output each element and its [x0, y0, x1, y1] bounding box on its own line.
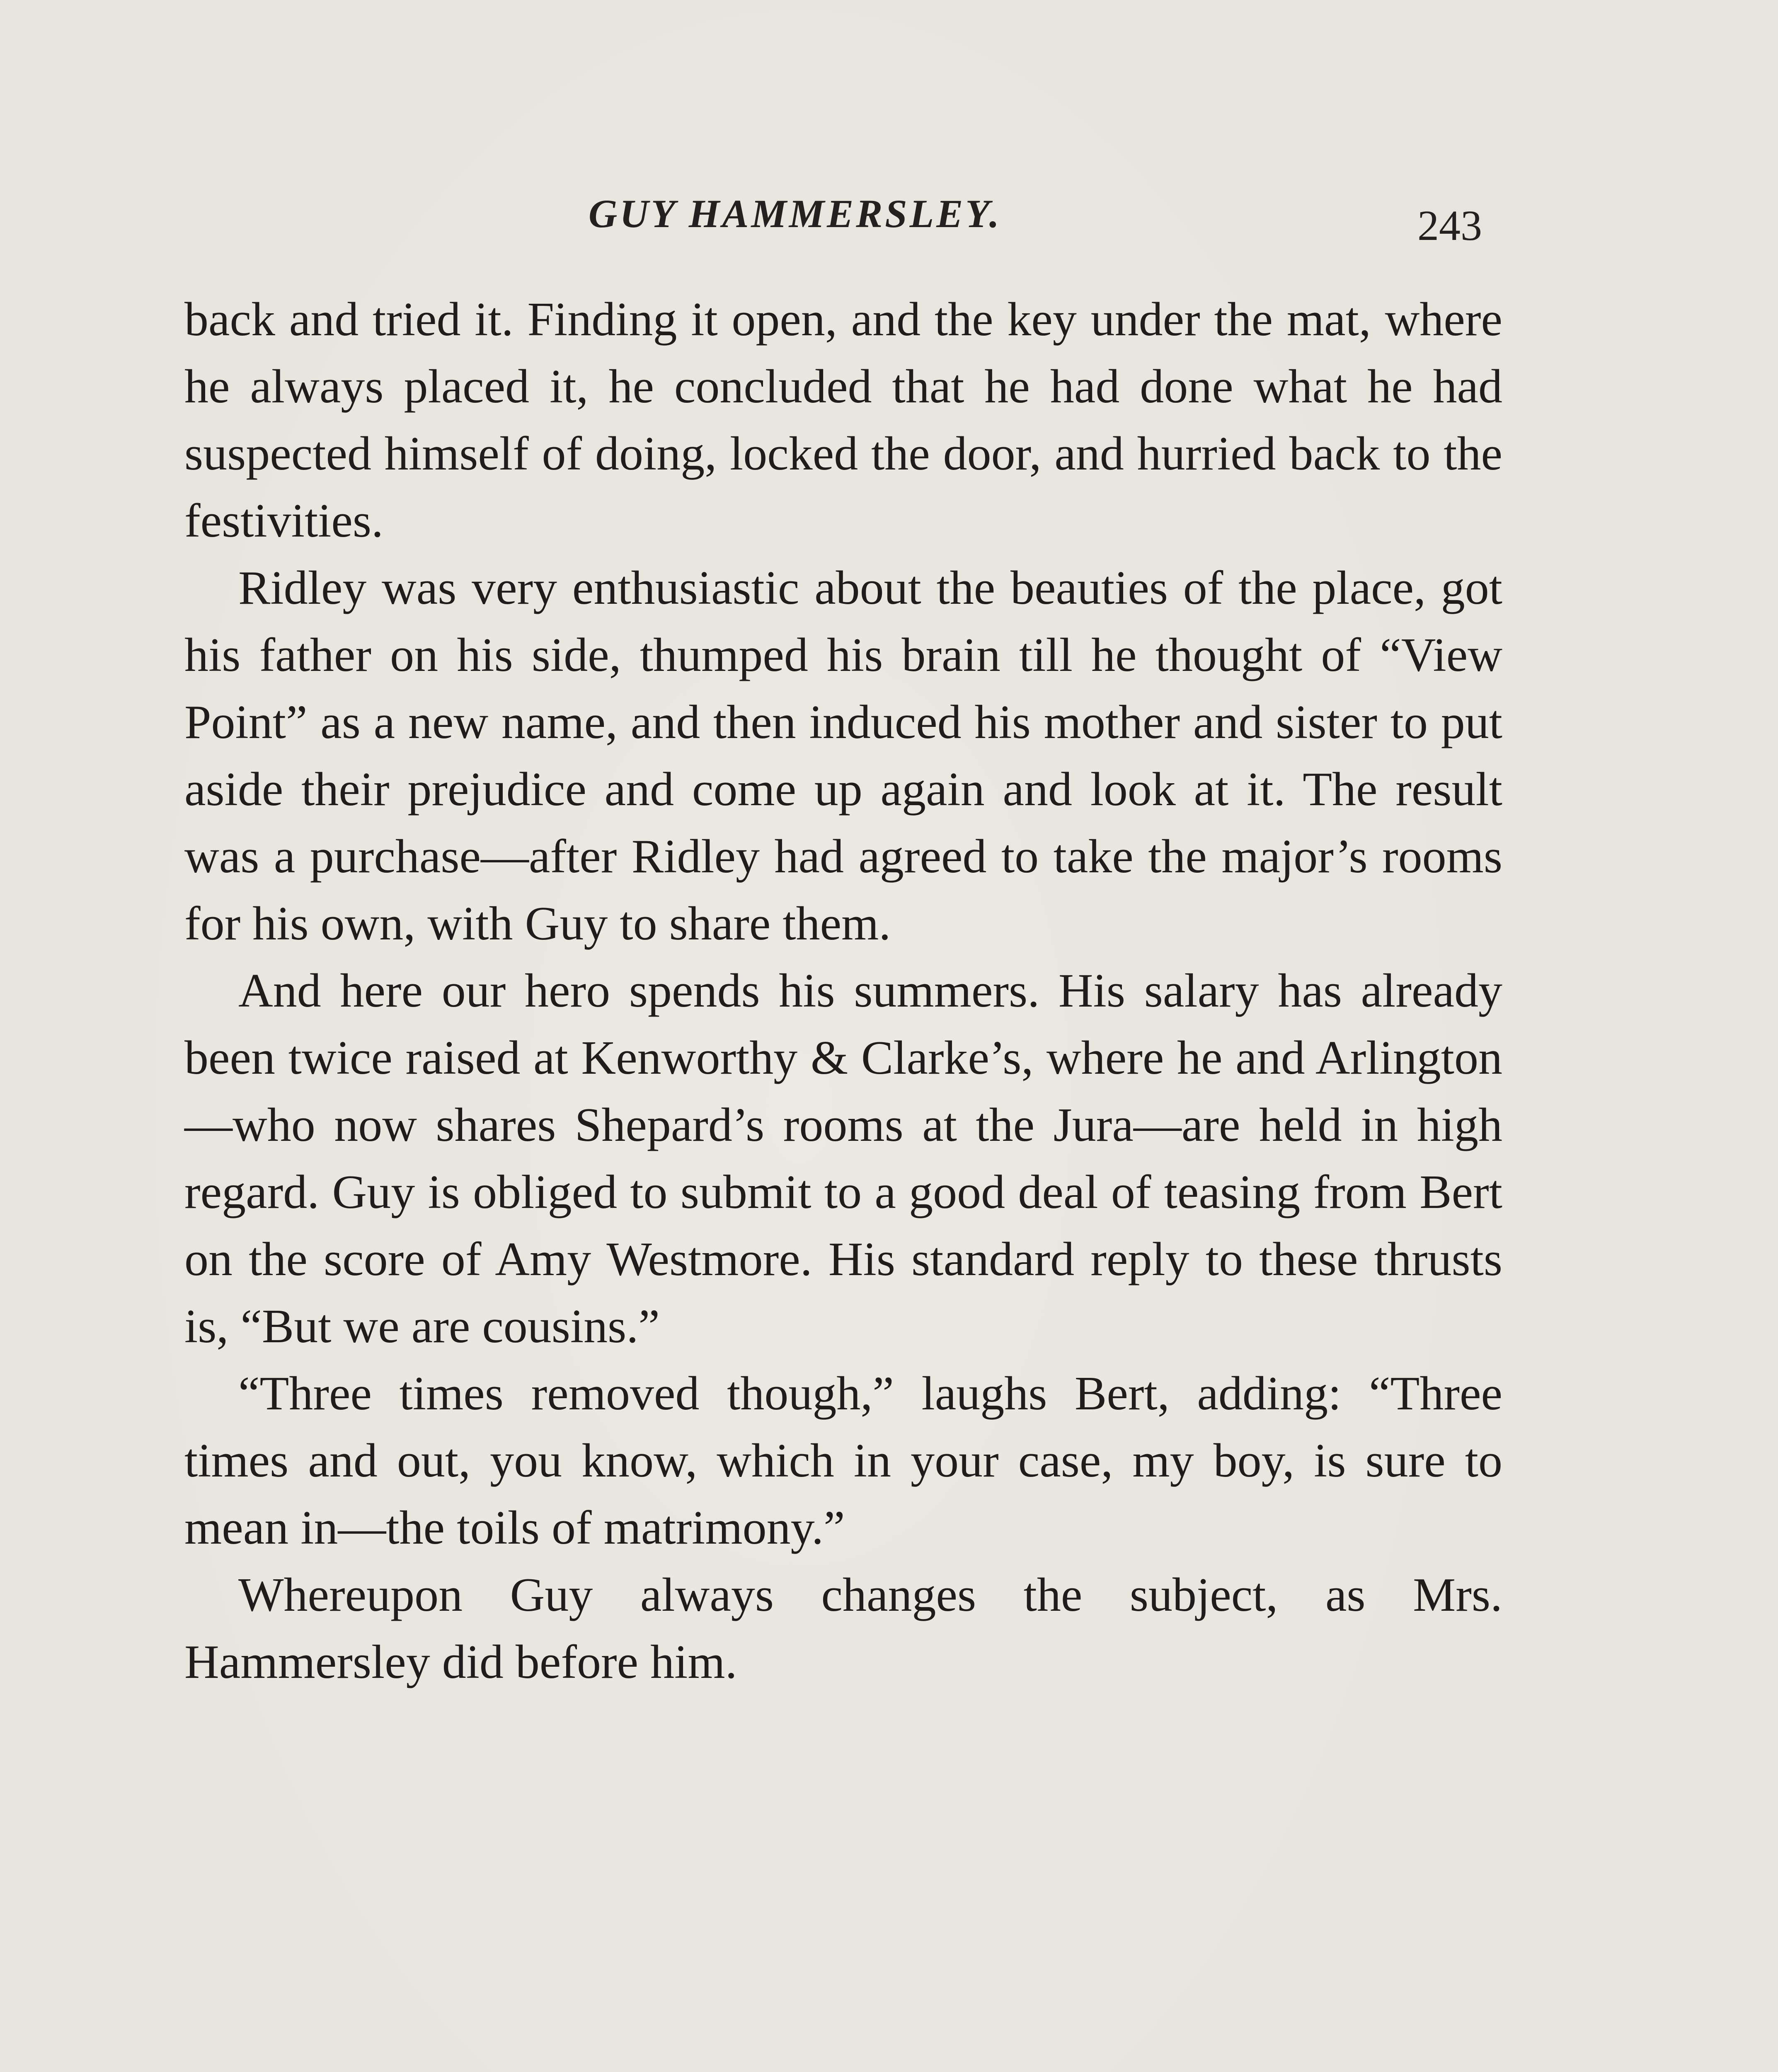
- page-number: 243: [1417, 202, 1482, 249]
- paragraph-5: Whereupon Guy always changes the subject, as Mrs. Hammersley did before him.: [184, 1569, 1502, 1689]
- paragraph-3: And here our hero spends his summers. His salary has already been twice raised at Kenworthy & Clarke’s, where he and Arlington—who now shares Shepard’s rooms at the Jura—are held in high regard. Guy is obliged to submit to a good deal of teasing from Bert on the score of Amy Westmore. His standard reply to these thrusts is, “But we are cousins.”: [184, 964, 1502, 1353]
- paragraph-1: back and tried it. Finding it open, and the key under the mat, where he always placed it, he concluded that he had done what he had suspected himself of doing, locked the door, and hurried back to the festivities.: [184, 293, 1502, 547]
- paragraph-2: Ridley was very enthusiastic about the beauties of the place, got his father on his side, thumped his brain till he thought of “View Point” as a new name, and then induced his mother and sister to put aside their prejudice and come up again and look at it. The result was a purchase—after Ridley had agreed to take the major’s rooms for his own, with Guy to share them.: [184, 562, 1502, 950]
- paragraph-4: “Three times removed though,” laughs Bert, adding: “Three times and out, you know, which in your case, my boy, is sure to mean in—the toils of matrimony.”: [184, 1367, 1502, 1554]
- running-title: GUY HAMMERSLEY.: [589, 191, 1002, 236]
- body-text: [184, 286, 1502, 1696]
